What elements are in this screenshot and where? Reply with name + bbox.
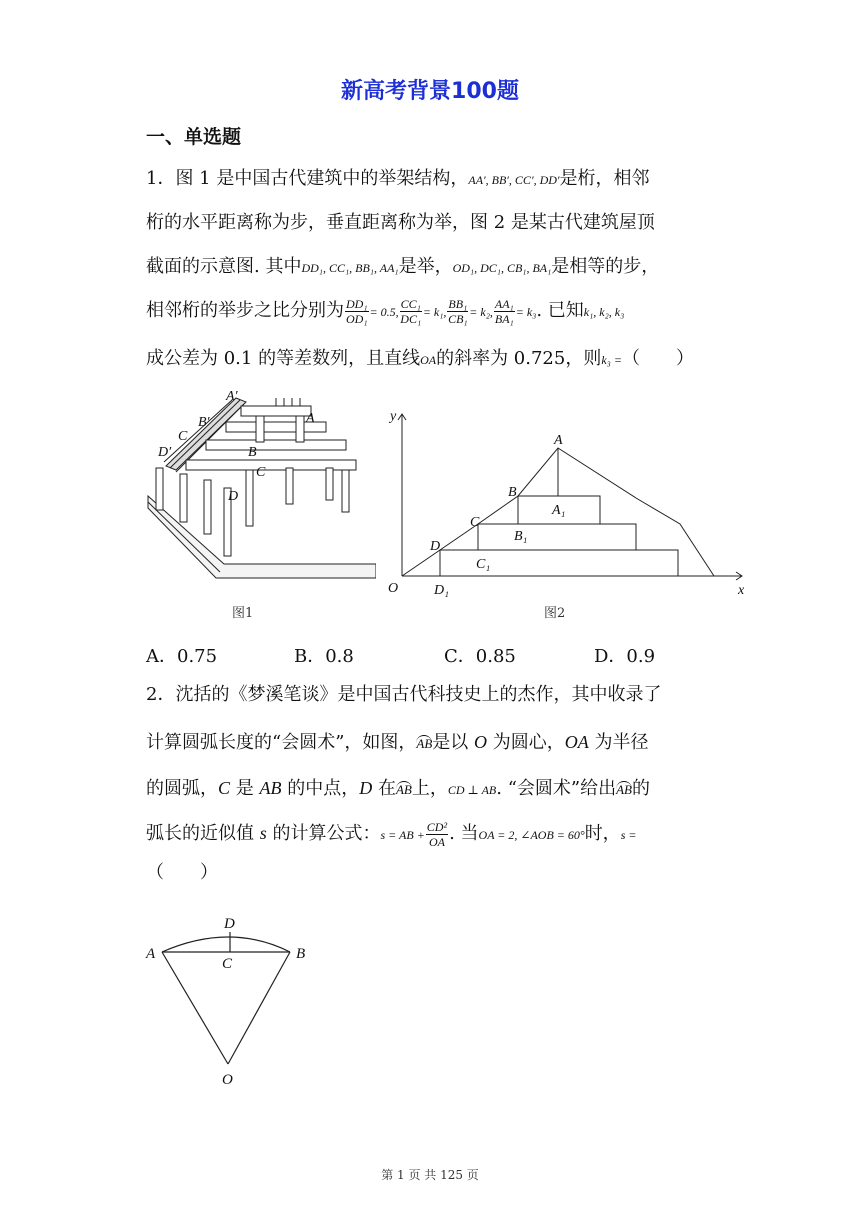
fig1-label-c-prime: C xyxy=(178,429,188,444)
q1-math: = k₁, xyxy=(422,305,447,319)
q2-line-5: （ ） xyxy=(146,862,218,883)
figure-1-caption: 图1 xyxy=(232,606,254,621)
q2-text: 的 xyxy=(632,778,650,799)
sector-label-c: C xyxy=(222,956,233,972)
q1-text: （ ） xyxy=(621,348,694,369)
fig2-origin: O xyxy=(388,581,399,596)
q1-line-4 xyxy=(146,296,624,327)
q2-math: s = AB + xyxy=(380,828,425,842)
q2-math: s xyxy=(259,823,267,843)
q2-line-2 xyxy=(146,727,649,759)
fig2-label-a1: A₁ xyxy=(552,503,566,518)
figure-2-diagram xyxy=(384,400,754,600)
fig1-label-a-prime: A′ xyxy=(226,389,238,404)
q2-math: AB xyxy=(259,778,282,798)
q1-line-3 xyxy=(146,252,659,283)
q1-text: 是相等的步， xyxy=(551,256,660,277)
q2-arc-math: AB xyxy=(616,782,632,797)
q1-line-2: 桁的水平距离称为步，垂直距离称为举，图 2 是某古代建筑屋顶 xyxy=(146,212,655,233)
figure-2-caption: 图2 xyxy=(544,606,566,621)
section-heading: 一、单选题 xyxy=(146,126,242,148)
q2-text: 在 xyxy=(377,778,396,799)
q1-text: . 已知 xyxy=(536,300,584,321)
q2-text: 计算圆弧长度的“会圆术”，如图， xyxy=(146,732,417,753)
q2-text: 时， xyxy=(584,823,621,844)
q2-math: CD ⊥ AB xyxy=(447,783,497,797)
q1-math: = k₂, xyxy=(469,305,493,319)
fig1-label-d-prime: D′ xyxy=(158,445,172,460)
q1-text: 是举， xyxy=(398,256,453,277)
q2-text: 是 xyxy=(235,778,254,799)
q2-text: 为半径 xyxy=(594,732,649,753)
q1-line-1 xyxy=(146,164,650,195)
q1-fraction: $\frac{\text{CC₁}}{\text{DC₁}}$ xyxy=(400,296,422,326)
fig1-label-b: B xyxy=(248,445,257,460)
q1-fraction: $\frac{\text{BB₁}}{\text{CB₁}}$ xyxy=(448,296,468,326)
q1-text: 的斜率为 0.725，则 xyxy=(436,348,602,369)
sector-label-o: O xyxy=(222,1072,233,1088)
q2-arc-math: AB xyxy=(395,782,412,797)
q1-text: 成公差为 0.1 的等差数列，且直线 xyxy=(146,348,421,369)
fig2-label-c: C xyxy=(470,515,480,530)
q1-text: 是桁，相邻 xyxy=(559,168,650,189)
q1-math: OA xyxy=(420,353,437,367)
q1-text: 截面的示意图. 其中 xyxy=(146,256,302,277)
q2-text: 的中点， xyxy=(287,778,360,799)
q2-text: . “会圆术”给出 xyxy=(496,778,617,799)
q2-text: . 当 xyxy=(449,823,479,844)
q2-text: 上， xyxy=(411,778,448,799)
q2-math: D xyxy=(359,778,373,798)
q2-text: 为圆心， xyxy=(492,732,565,753)
q2-math: O xyxy=(474,732,488,752)
q1-option-a[interactable]: A．0.75 xyxy=(146,646,218,667)
q1-text: 1．图 1 是中国古代建筑中的举架结构， xyxy=(146,168,469,189)
q2-fraction: $\frac{\text{CD²}}{OA}$ xyxy=(426,819,448,849)
fig1-label-a: A xyxy=(306,411,315,426)
fig2-axis-x: x xyxy=(738,583,745,598)
page-title: 新高考背景100题 xyxy=(341,79,519,104)
q1-option-c[interactable]: C．0.85 xyxy=(444,646,516,667)
q1-math: = k₃ xyxy=(515,305,537,319)
fig2-label-a: A xyxy=(554,433,563,448)
figure-sector xyxy=(140,910,320,1090)
q1-fraction: $\frac{\text{AA₁}}{\text{BA₁}}$ xyxy=(494,296,514,326)
sector-label-a: A xyxy=(146,946,156,962)
q2-arc-math: AB xyxy=(416,736,433,751)
q1-math: k₃ = xyxy=(601,353,622,367)
q2-line-4 xyxy=(146,818,636,850)
fig1-label-d: D xyxy=(228,489,239,504)
q1-option-b[interactable]: B．0.8 xyxy=(294,646,354,667)
q2-text: 弧长的近似值 xyxy=(146,823,254,844)
q2-math: C xyxy=(218,778,231,798)
fig1-label-c: C xyxy=(256,465,266,480)
fig2-axis-y: y xyxy=(390,409,397,424)
q1-math: AA′, BB′, CC′, DD′ xyxy=(468,173,560,187)
q1-line-5 xyxy=(146,344,694,375)
q1-option-d[interactable]: D．0.9 xyxy=(594,646,656,667)
q1-fraction: $\frac{\text{DD₁}}{\text{OD₁}}$ xyxy=(346,296,368,326)
figure-1-building xyxy=(146,388,376,598)
q2-math: s = xyxy=(620,828,637,842)
fig2-label-d: D xyxy=(430,539,441,554)
q2-line-1: 2．沈括的《梦溪笔谈》是中国古代科技史上的杰作，其中收录了 xyxy=(146,684,662,705)
q2-math: OA = 2, ∠AOB = 60° xyxy=(478,828,585,842)
q2-text: 的圆弧， xyxy=(146,778,218,799)
fig2-label-b: B xyxy=(508,485,517,500)
fig2-label-d1: D₁ xyxy=(434,583,449,598)
q1-math: DD₁, CC₁, BB₁, AA₁ xyxy=(301,261,399,275)
q1-text: 相邻桁的举步之比分别为 xyxy=(146,300,344,321)
q1-math: k₁, k₂, k₃ xyxy=(583,305,625,319)
q2-line-3 xyxy=(146,773,650,805)
fig1-label-b-prime: B′ xyxy=(198,415,210,430)
sector-label-b: B xyxy=(296,946,306,962)
fig2-label-c1: C₁ xyxy=(476,557,491,572)
q2-text: 的计算公式： xyxy=(272,823,381,844)
q1-math: OD₁, DC₁, CB₁, BA₁ xyxy=(452,261,552,275)
q1-math: = 0.5, xyxy=(369,305,399,319)
fig2-label-b1: B₁ xyxy=(514,529,528,544)
q2-text: 是以 xyxy=(432,732,469,753)
sector-label-d: D xyxy=(224,916,235,932)
page-footer: 第 1 页 共 125 页 xyxy=(381,1168,479,1182)
q2-math: OA xyxy=(564,732,589,752)
